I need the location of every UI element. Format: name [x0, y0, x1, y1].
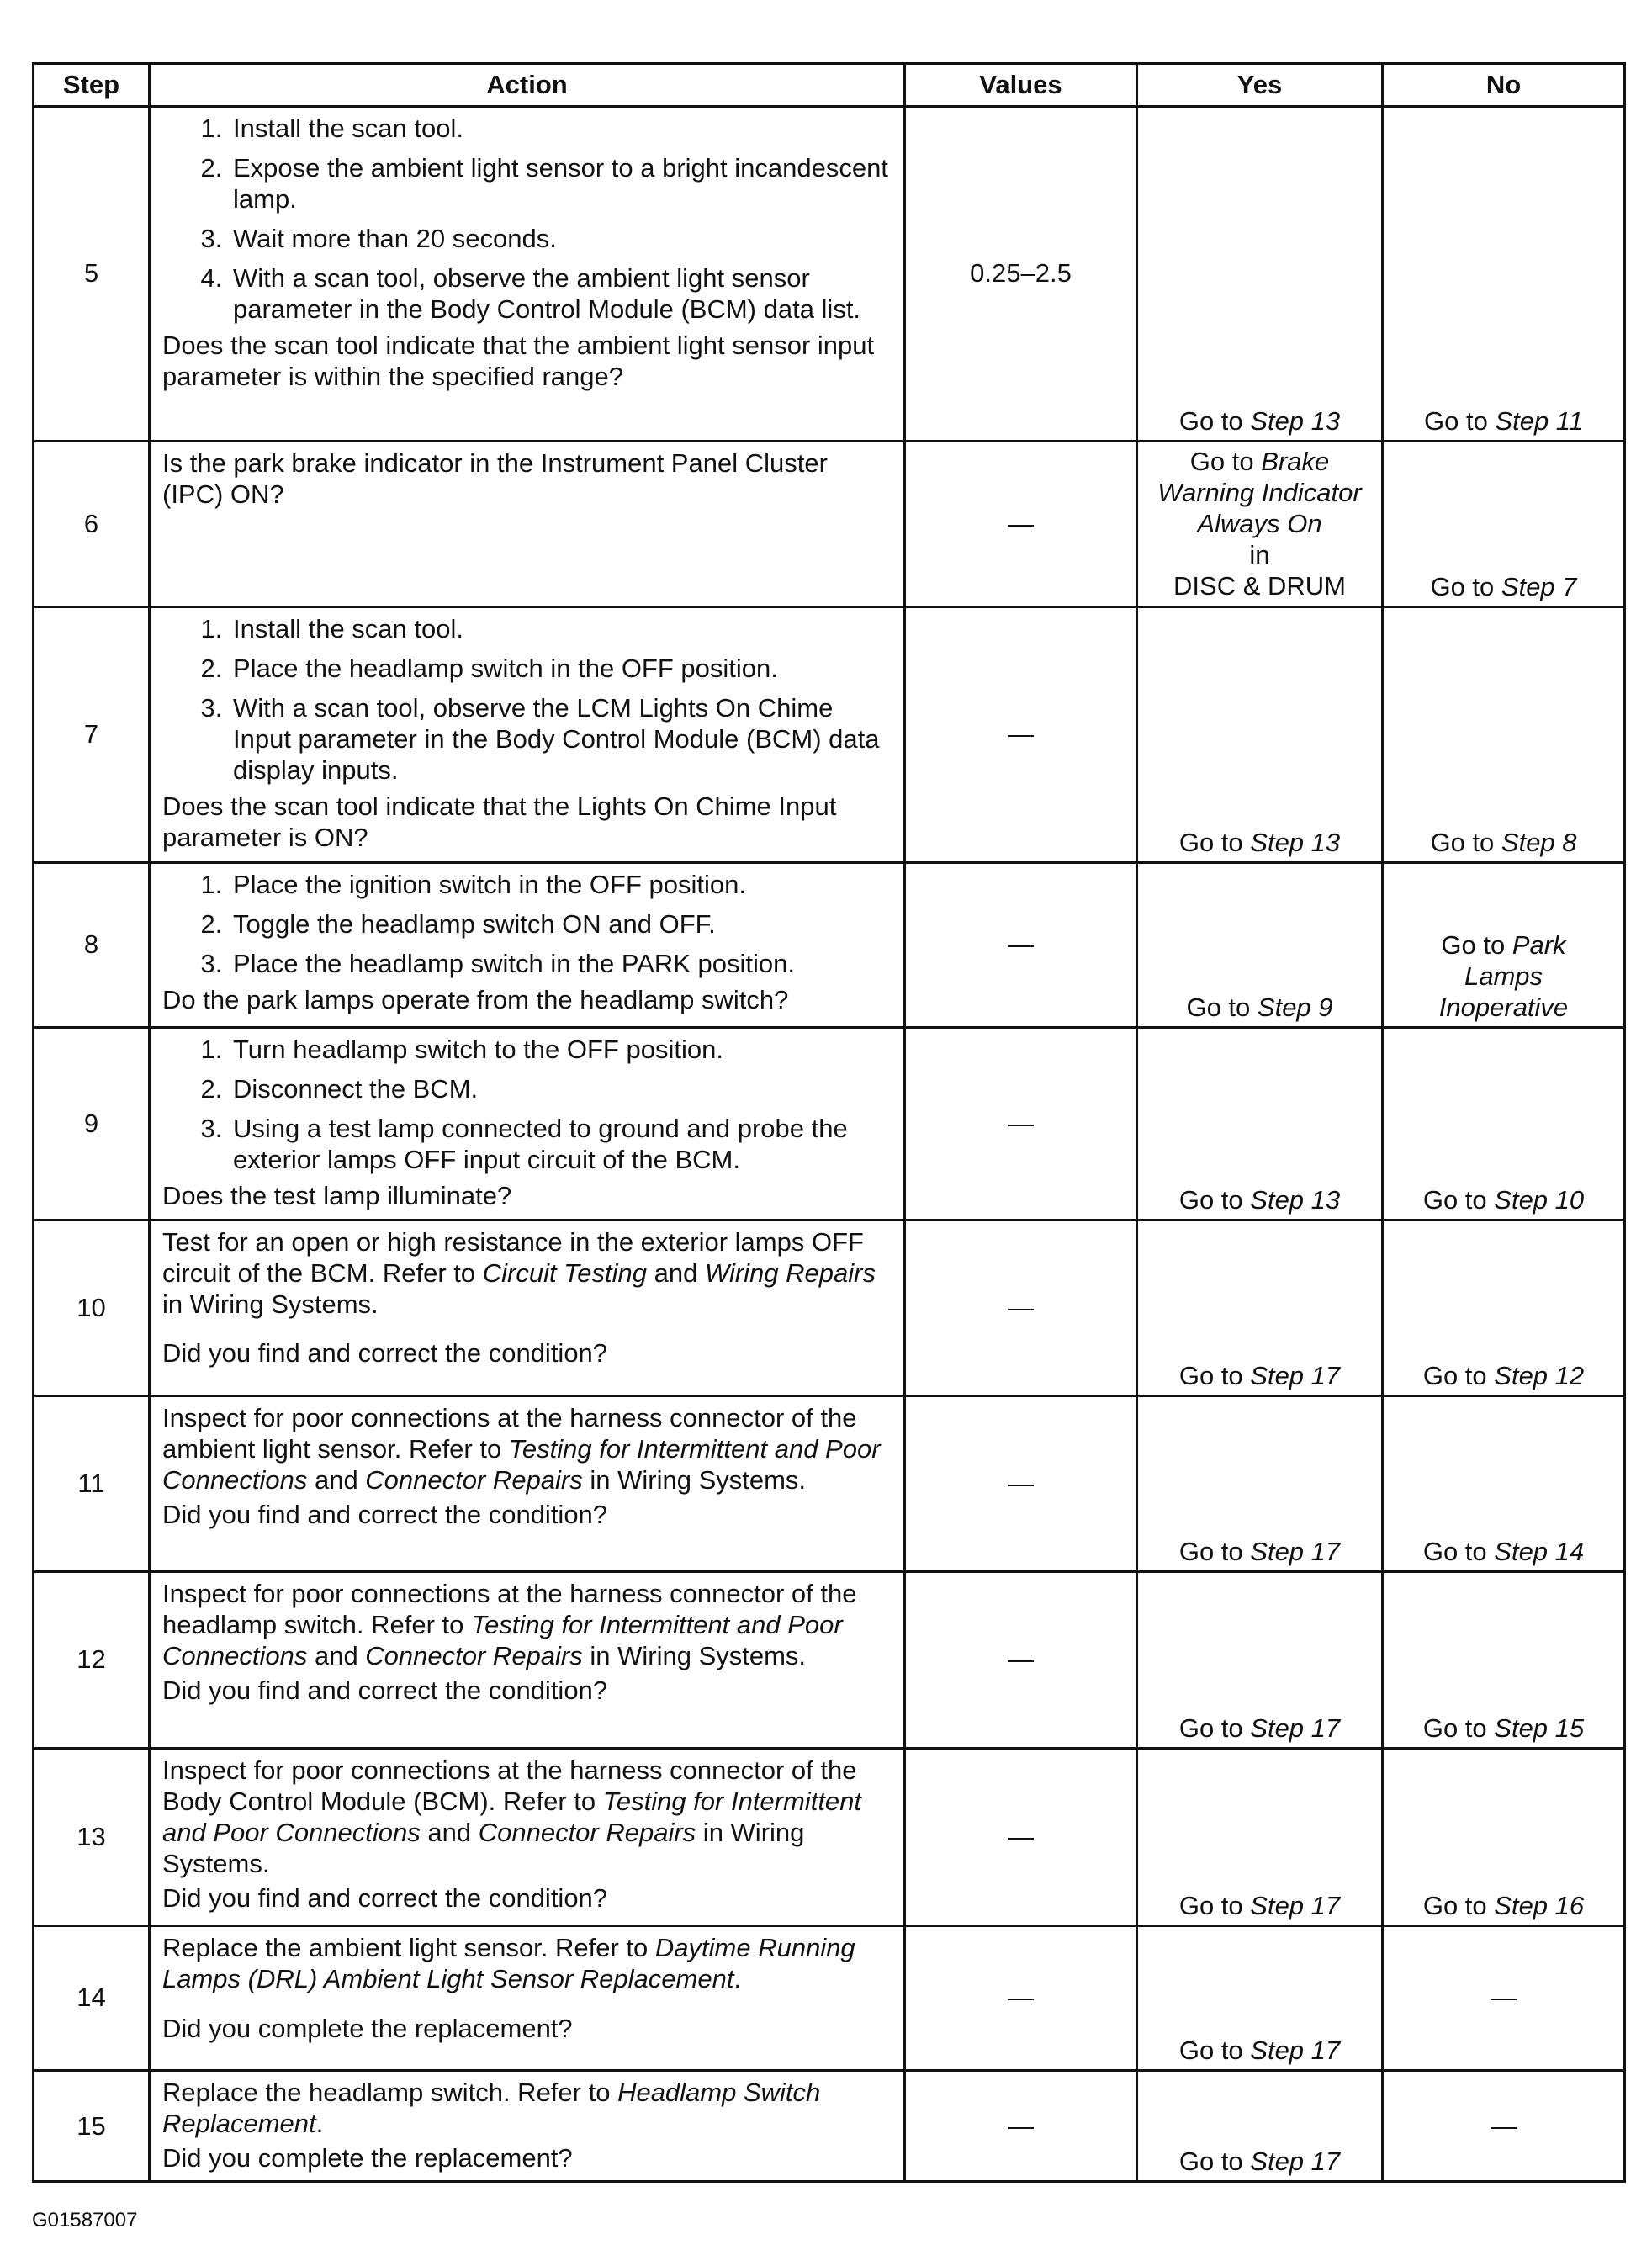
values-cell: —	[905, 1748, 1137, 1925]
list-item: 2. Expose the ambient light sensor to a bright incandescent lamp.	[230, 152, 895, 214]
list-item: 2. Toggle the headlamp switch ON and OFF.	[230, 908, 895, 940]
values-cell: —	[905, 1395, 1137, 1571]
no-cell	[1383, 441, 1625, 606]
figure-caption: G01587007	[32, 2209, 138, 2232]
yes-cell	[1137, 1925, 1383, 2071]
action-cell	[150, 441, 905, 606]
yes-cell	[1137, 1571, 1383, 1748]
action-cell	[150, 1220, 905, 1395]
action-cell	[150, 2071, 905, 2182]
step-number: 7	[34, 606, 150, 862]
no-ref: Step 16	[1494, 1890, 1585, 1920]
action-ref-b: Connector Repairs	[478, 1817, 696, 1847]
no-ref: Park Lamps Inoperative	[1438, 929, 1569, 1022]
yes-ref: Step 13	[1250, 827, 1341, 857]
action-text	[162, 1402, 895, 1496]
table-row	[34, 1220, 1625, 1395]
no-cell	[1383, 606, 1625, 862]
yes-cell	[1137, 1027, 1383, 1220]
values-cell: —	[905, 1027, 1137, 1220]
yes-ref: Step 17	[1250, 2147, 1341, 2176]
action-ref-b: Connector Repairs	[365, 1464, 583, 1495]
header-values: Values	[905, 64, 1137, 107]
values-cell: —	[905, 441, 1137, 606]
action-ref-b: Connector Repairs	[365, 1640, 583, 1670]
action-list	[162, 1034, 895, 1175]
no-prefix: Go to	[1422, 1360, 1495, 1390]
no-cell: —	[1383, 1925, 1625, 2071]
no-ref: Step 10	[1494, 1184, 1585, 1215]
step-number: 8	[34, 862, 150, 1027]
action-text-a: Inspect for poor connections at the harness connector of the headlamp switch. Refer to	[162, 1578, 857, 1639]
list-item: 2. Disconnect the BCM.	[230, 1073, 895, 1104]
action-cell	[150, 1925, 905, 2071]
list-item: 1. Place the ignition switch in the OFF position.	[230, 869, 895, 900]
action-list	[162, 113, 895, 325]
list-item: 3. Place the headlamp switch in the PARK position.	[230, 948, 895, 979]
list-item: 1. Install the scan tool.	[230, 613, 895, 644]
action-ref-b: Wiring Repairs	[704, 1257, 876, 1288]
no-prefix: Go to	[1422, 1184, 1495, 1215]
step-number: 15	[34, 2071, 150, 2182]
action-ref-a: Daytime Running Lamps (DRL) Ambient Light Sensor Replacement	[162, 1932, 855, 1993]
action-text	[162, 1226, 895, 1334]
action-ref-a: Testing for Intermittent and Poor Connections	[162, 1786, 862, 1847]
table-row	[34, 1748, 1625, 1925]
no-prefix: Go to	[1422, 1536, 1495, 1566]
action-text-a: Replace the headlamp switch. Refer to	[162, 2078, 618, 2108]
yes-prefix: Go to	[1186, 992, 1258, 1022]
step-number: 14	[34, 1925, 150, 2071]
yes-ref: Step 9	[1257, 992, 1333, 1022]
no-ref: Step 11	[1495, 405, 1583, 436]
yes-prefix: Go to	[1178, 1890, 1251, 1920]
action-text	[162, 1578, 895, 1671]
yes-prefix: Go to	[1178, 1360, 1251, 1390]
action-cell	[150, 606, 905, 862]
action-text-a: Test for an open or high resistance in the exterior lamps OFF circuit of the BCM. Refer to	[162, 1226, 864, 1288]
no-cell: —	[1383, 2071, 1625, 2182]
step-number: 13	[34, 1748, 150, 1925]
table-row	[34, 1571, 1625, 1748]
no-cell	[1383, 1027, 1625, 1220]
list-item: 1. Install the scan tool.	[230, 113, 895, 144]
header-yes: Yes	[1137, 64, 1383, 107]
action-question: Is the park brake indicator in the Instrument Panel Cluster (IPC) ON?	[162, 447, 828, 509]
yes-cell	[1137, 1220, 1383, 1395]
action-text	[162, 1932, 895, 2009]
yes-ref: Brake Warning Indicator Always On	[1157, 446, 1362, 538]
action-text-c: in Wiring Systems.	[162, 1289, 379, 1319]
yes-ref: Step 17	[1250, 1536, 1341, 1566]
values-cell: —	[905, 1571, 1137, 1748]
action-question: Did you complete the replacement?	[162, 2013, 573, 2043]
values-cell: —	[905, 862, 1137, 1027]
values-cell: —	[905, 1220, 1137, 1395]
list-item: 2. Place the headlamp switch in the OFF position.	[230, 653, 895, 684]
action-question: Does the test lamp illuminate?	[162, 1180, 512, 1210]
action-question: Did you find and correct the condition?	[162, 1499, 608, 1529]
action-cell	[150, 862, 905, 1027]
step-number: 9	[34, 1027, 150, 1220]
action-text-b: .	[315, 2109, 324, 2139]
no-prefix: Go to	[1430, 571, 1501, 601]
values-cell: —	[905, 1925, 1137, 2071]
no-cell	[1383, 1395, 1625, 1571]
action-text	[162, 1755, 895, 1879]
yes-prefix: Go to	[1178, 1713, 1251, 1743]
step-number: 11	[34, 1395, 150, 1571]
yes-prefix: Go to	[1178, 2036, 1251, 2066]
action-text-c: in Wiring Systems.	[582, 1464, 807, 1495]
action-ref-a: Headlamp Switch Replacement	[162, 2078, 821, 2139]
action-text-b: and	[307, 1640, 366, 1670]
values-cell: 0.25–2.5	[905, 107, 1137, 442]
yes-prefix: Go to	[1178, 1184, 1251, 1215]
yes-prefix: Go to	[1178, 827, 1251, 857]
yes-ref: Step 17	[1250, 2036, 1341, 2066]
list-item: 1. Turn headlamp switch to the OFF position.	[230, 1034, 895, 1065]
action-cell	[150, 1027, 905, 1220]
no-prefix: Go to	[1422, 1890, 1495, 1920]
action-text-a: Replace the ambient light sensor. Refer to	[162, 1932, 655, 1962]
table-row	[34, 1395, 1625, 1571]
yes-suffix: DISC & DRUM	[1173, 570, 1346, 601]
yes-cell	[1137, 441, 1383, 606]
yes-cell	[1137, 2071, 1383, 2182]
no-ref: Step 12	[1494, 1360, 1585, 1390]
diagnostic-table	[32, 62, 1626, 2183]
header-step: Step	[34, 64, 150, 107]
header-no: No	[1383, 64, 1625, 107]
action-cell	[150, 1748, 905, 1925]
yes-cell	[1137, 606, 1383, 862]
yes-ref: Step 13	[1250, 1184, 1341, 1215]
header-row	[34, 64, 1625, 107]
yes-prefix: Go to	[1178, 1536, 1251, 1566]
yes-prefix: Go to	[1189, 446, 1262, 476]
action-question: Did you complete the replacement?	[162, 2143, 573, 2173]
yes-prefix: Go to	[1178, 2147, 1251, 2176]
action-text	[162, 2077, 895, 2139]
no-prefix: Go to	[1422, 1713, 1495, 1743]
action-text-b: .	[733, 1963, 742, 1993]
values-cell: —	[905, 2071, 1137, 2182]
table-row	[34, 441, 1625, 606]
step-number: 12	[34, 1571, 150, 1748]
action-text-b: and	[647, 1257, 705, 1288]
action-ref-a: Testing for Intermittent and Poor Connections	[162, 1609, 843, 1670]
yes-ref: Step 17	[1250, 1890, 1341, 1920]
action-question: Did you find and correct the condition?	[162, 1882, 608, 1913]
action-list	[162, 613, 895, 786]
action-text-b: and	[420, 1817, 479, 1847]
action-text-a: Inspect for poor connections at the harness connector of the ambient light sensor. Refer to	[162, 1402, 857, 1464]
yes-cell	[1137, 1395, 1383, 1571]
no-ref: Step 8	[1501, 827, 1577, 857]
yes-cell	[1137, 107, 1383, 442]
yes-cell	[1137, 1748, 1383, 1925]
step-number: 6	[34, 441, 150, 606]
action-question: Does the scan tool indicate that the Lights On Chime Input parameter is ON?	[162, 791, 837, 852]
no-ref: Step 15	[1494, 1713, 1585, 1743]
table-row	[34, 1027, 1625, 1220]
yes-ref: Step 13	[1250, 405, 1341, 436]
no-ref: Step 7	[1501, 571, 1577, 601]
action-question: Did you find and correct the condition?	[162, 1675, 608, 1705]
action-text-c: in Wiring Systems.	[582, 1640, 807, 1670]
table-row	[34, 1925, 1625, 2071]
yes-ref: Step 17	[1250, 1360, 1341, 1390]
no-cell	[1383, 1748, 1625, 1925]
action-question: Does the scan tool indicate that the ambient light sensor input parameter is within the specified range?	[162, 331, 875, 391]
yes-cell	[1137, 862, 1383, 1027]
action-question: Did you find and correct the condition?	[162, 1337, 608, 1368]
no-cell	[1383, 1571, 1625, 1748]
step-number: 10	[34, 1220, 150, 1395]
no-cell	[1383, 107, 1625, 442]
action-question: Do the park lamps operate from the headlamp switch?	[162, 984, 789, 1014]
action-list	[162, 869, 895, 979]
yes-ref: Step 17	[1250, 1713, 1341, 1743]
no-prefix: Go to	[1441, 929, 1512, 960]
no-cell	[1383, 862, 1625, 1027]
action-ref-a: Circuit Testing	[482, 1257, 647, 1288]
action-text-c: in Wiring Systems.	[162, 1817, 805, 1878]
table-row	[34, 107, 1625, 442]
yes-prefix: Go to	[1178, 405, 1251, 436]
values-cell: —	[905, 606, 1137, 862]
action-text-b: and	[307, 1464, 366, 1495]
action-cell	[150, 1571, 905, 1748]
action-text-a: Inspect for poor connections at the harness connector of the Body Control Module (BCM). Refer to	[162, 1755, 857, 1816]
yes-in: in	[1249, 539, 1270, 569]
list-item: 3. Wait more than 20 seconds.	[230, 223, 895, 254]
no-prefix: Go to	[1423, 405, 1496, 436]
list-item: 3. Using a test lamp connected to ground and probe the exterior lamps OFF input circuit of the BCM.	[230, 1113, 895, 1175]
no-prefix: Go to	[1430, 827, 1501, 857]
table-row	[34, 606, 1625, 862]
action-cell	[150, 1395, 905, 1571]
list-item: 4. With a scan tool, observe the ambient light sensor parameter in the Body Control Module (BCM) data list.	[230, 262, 895, 325]
header-action: Action	[150, 64, 905, 107]
table-row	[34, 862, 1625, 1027]
action-ref-a: Testing for Intermittent and Poor Connections	[162, 1433, 881, 1495]
table-row	[34, 2071, 1625, 2182]
step-number: 5	[34, 107, 150, 442]
action-cell	[150, 107, 905, 442]
no-ref: Step 14	[1494, 1536, 1585, 1566]
list-item: 3. With a scan tool, observe the LCM Lights On Chime Input parameter in the Body Control Module (BCM) data display inputs.	[230, 692, 895, 786]
no-cell	[1383, 1220, 1625, 1395]
